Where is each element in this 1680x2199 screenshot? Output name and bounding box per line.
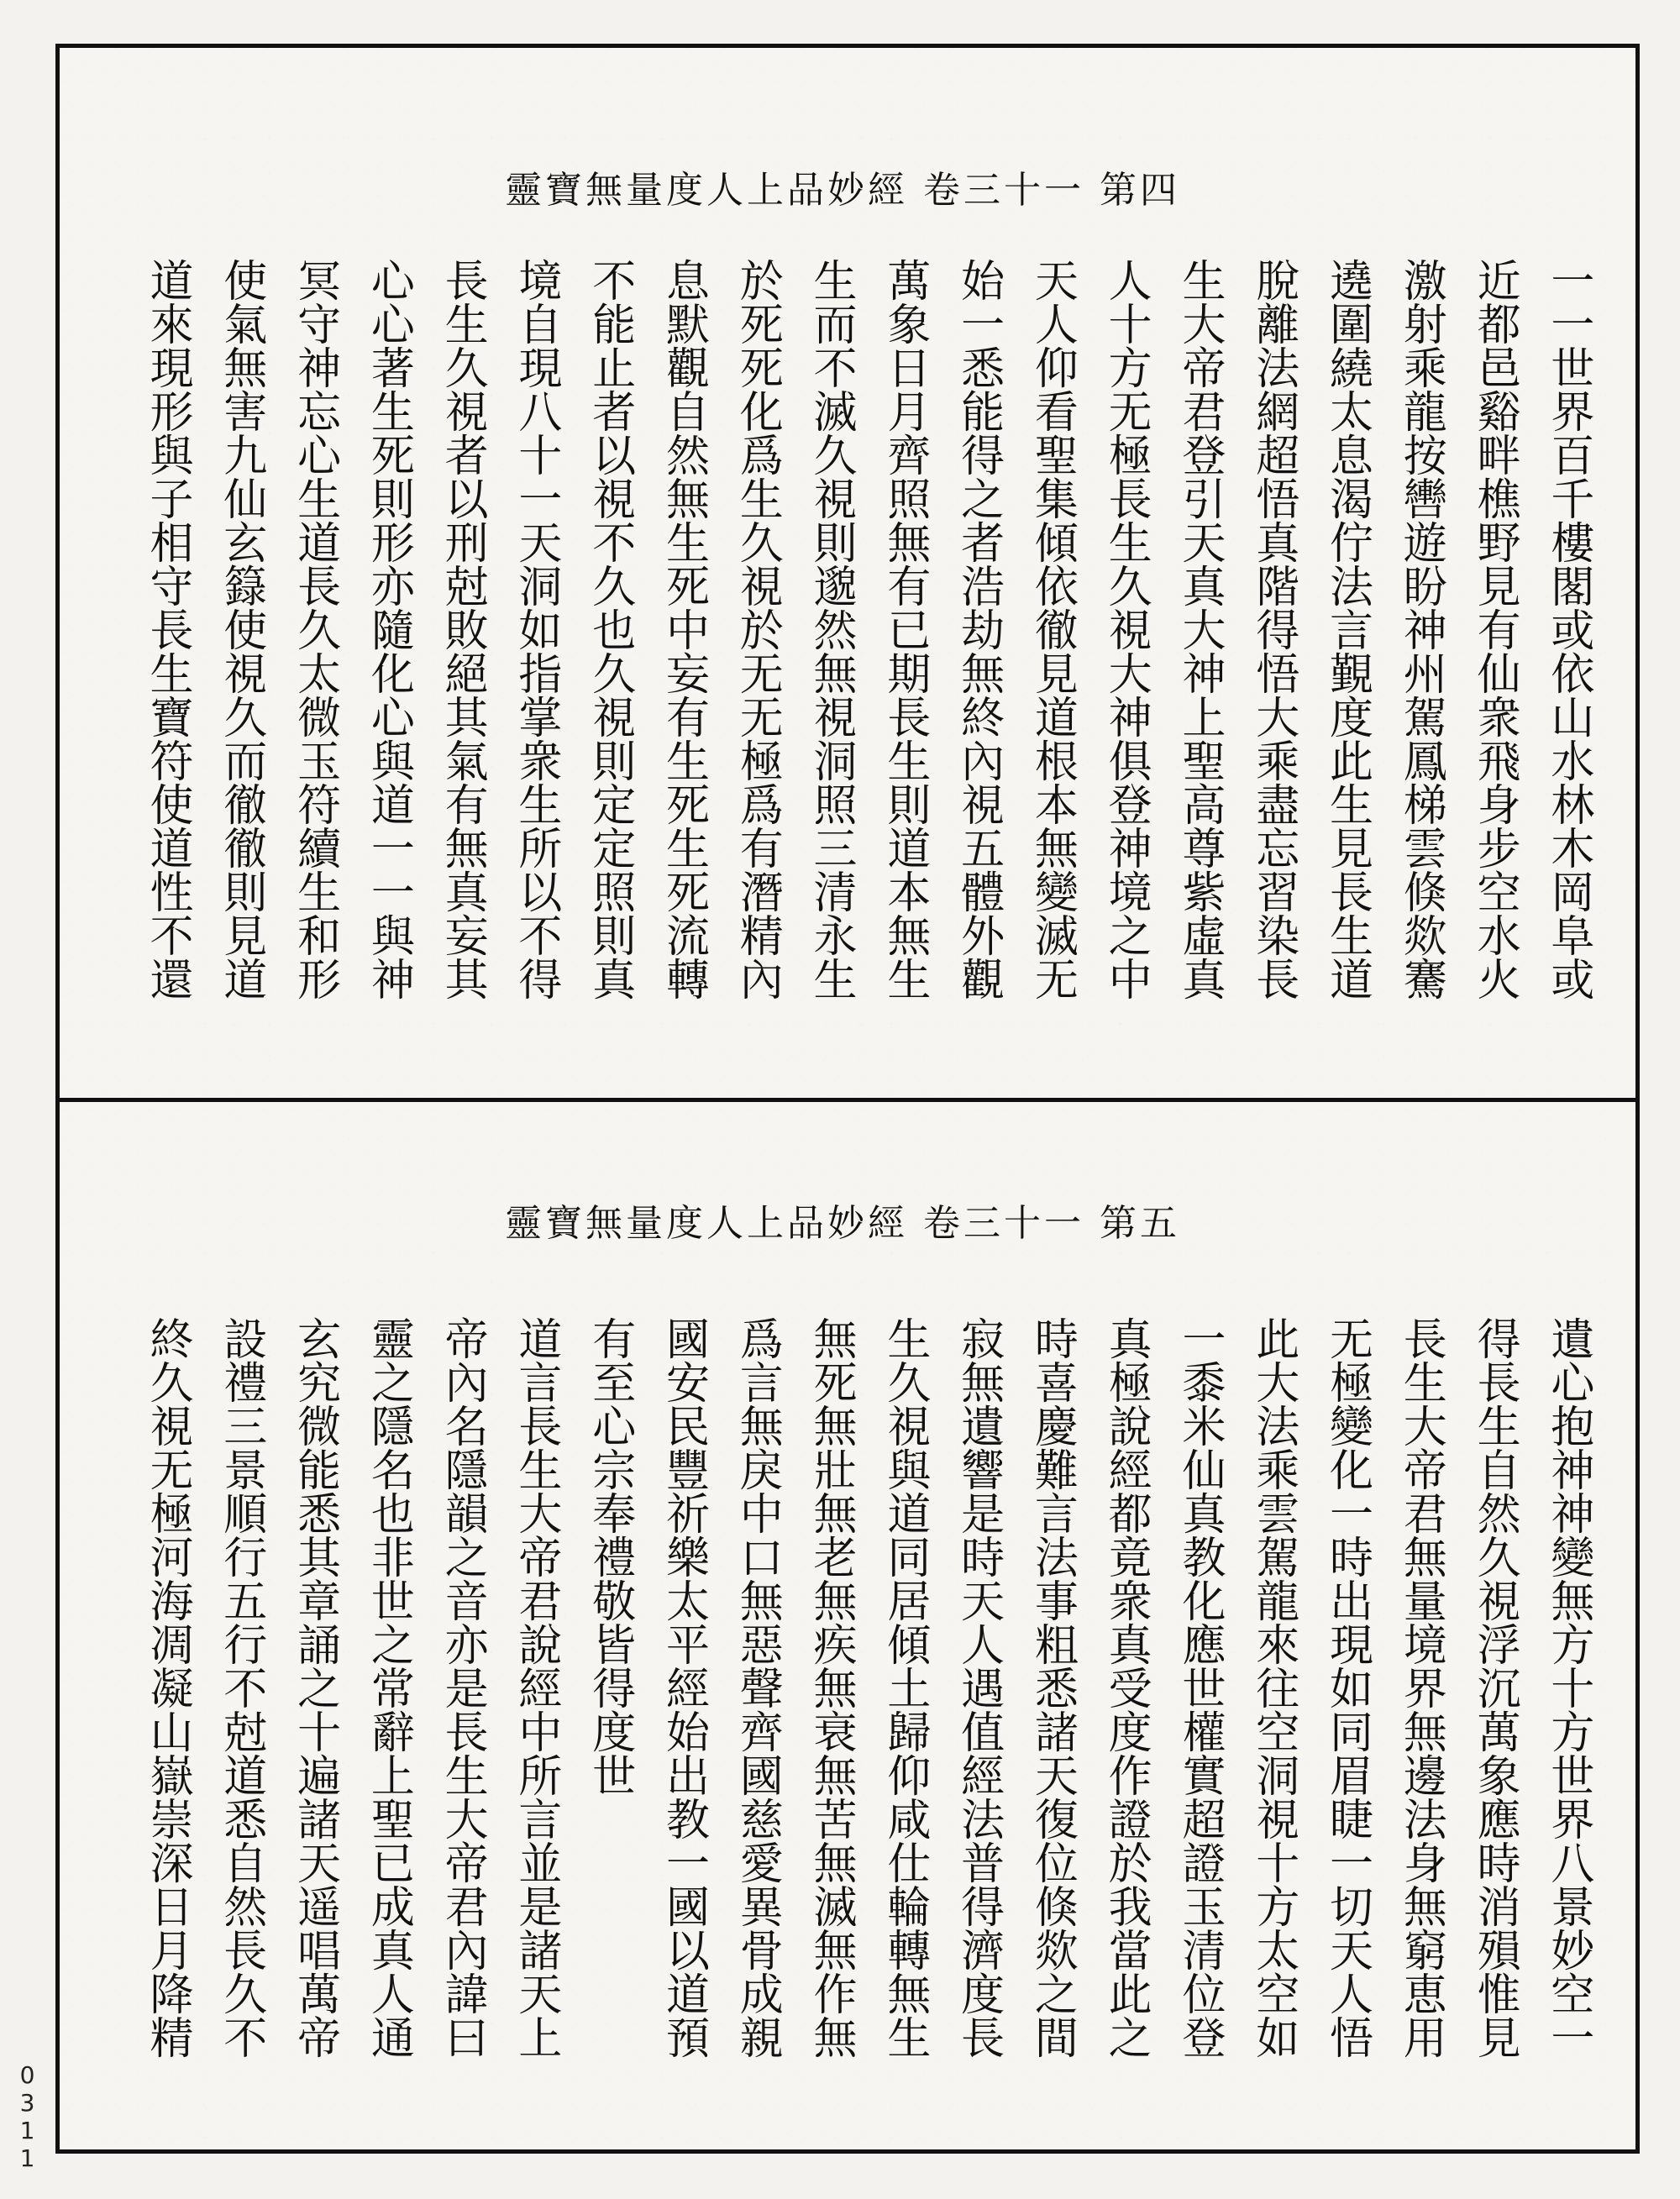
- bottom-text-column: 長生大帝君無量境界無邊法身無窮恵用: [1395, 1316, 1446, 2059]
- top-text-column: 激射乘龍按轡遊盼神州駕鳳梯雲倏欻騫: [1395, 258, 1446, 1000]
- bottom-text-column: 終久視无極河海凋凝山嶽崇深日月降精: [142, 1316, 192, 2059]
- bottom-text-column: 一黍米仙真教化應世權實超證玉清位登: [1173, 1316, 1225, 2059]
- top-text-panel: [60, 48, 1635, 1102]
- bottom-text-column: 有至心宗奉禮敬皆得度世: [584, 1316, 635, 1797]
- bottom-vertical-text-block: [134, 1316, 1595, 2097]
- bottom-text-column: 無死無壯無老無疾無衰無苦無滅無作無: [806, 1316, 857, 2059]
- top-text-column: 使氣無害九仙玄籙使視久而徹徹則見道: [215, 258, 266, 1000]
- bottom-text-column: 寂無遺響是時天人遇值經法普得濟度長: [953, 1316, 1004, 2059]
- bottom-text-column: 道言長生大帝君說經中所言並是諸天上: [510, 1316, 561, 2059]
- bottom-text-column: 玄究微能悉其章誦之十遍諸天遥唱萬帝: [289, 1316, 340, 2059]
- top-text-column: 脫離法網超悟真階得悟大乘盡忘習染長: [1247, 258, 1299, 1000]
- bottom-text-column: 此大法乘雲駕龍來往空洞視十方太空如: [1247, 1316, 1299, 2059]
- top-text-column: 天人仰看聖集傾依徹見道根本無變滅无: [1026, 258, 1078, 1000]
- top-text-column: 息默觀自然無生死中妄有生死生死流轉: [658, 258, 709, 1000]
- side-page-number: 0311: [13, 2061, 41, 2172]
- top-text-column: 長生久視者以刑尅敗絕其氣有無真妄其: [437, 258, 488, 1000]
- sutra-page-frame: [55, 44, 1640, 2154]
- top-text-column: 心心著生死則形亦隨化心與道一一與神: [363, 258, 414, 1000]
- bottom-text-column: 爲言無戾中口無惡聲齊國慈愛異骨成親: [732, 1316, 783, 2059]
- top-text-column: 生而不滅久視則邈然無視洞照三清永生: [806, 258, 857, 1000]
- top-text-column: 始一悉能得之者浩劫無終內視五體外觀: [953, 258, 1004, 1000]
- top-text-column: 近都邑谿畔樵野見有仙衆飛身步空水火: [1469, 258, 1520, 1000]
- top-text-column: 遶圍繞太息渴佇法言覲度此生見長生道: [1321, 258, 1373, 1000]
- top-text-column: 人十方无極長生久視大神俱登神境之中: [1100, 258, 1152, 1000]
- bottom-text-column: 真極說經都竟衆真受度作證於我當此之: [1100, 1316, 1152, 2059]
- top-running-header: 靈寶無量度人上品妙經 卷三十一 第四: [505, 169, 1180, 212]
- bottom-text-column: 設禮三景順行五行不尅道悉自然長久不: [215, 1316, 266, 2059]
- top-text-column: 生大帝君登引天真大神上聖高尊紫虛真: [1173, 258, 1225, 1000]
- bottom-text-column: 靈之隱名也非世之常辭上聖已成真人通: [363, 1316, 414, 2059]
- top-text-column: 不能止者以視不久也久視則定定照則真: [584, 258, 635, 1000]
- bottom-text-column: 時喜慶難言法事粗悉諸天復位倏欻之間: [1026, 1316, 1078, 2059]
- bottom-text-column: 得長生自然久視浮沉萬象應時消殞惟見: [1469, 1316, 1520, 2059]
- bottom-text-column: 生久視與道同居傾土歸仰咸仕輪轉無生: [879, 1316, 930, 2059]
- bottom-running-header: 靈寶無量度人上品妙經 卷三十一 第五: [505, 1202, 1180, 1245]
- top-text-column: 道來現形與子相守長生寶符使道性不還: [142, 258, 192, 1000]
- top-text-column: 境自現八十一天洞如指掌衆生所以不得: [510, 258, 561, 1000]
- bottom-text-column: 无極變化一時出現如同眉睫一切天人悟: [1321, 1316, 1373, 2059]
- bottom-text-column: 遺心抱神神變無方十方世界八景妙空一: [1542, 1316, 1593, 2059]
- top-text-column: 冥守神忘心生道長久太微玉符續生和形: [289, 258, 340, 1000]
- top-text-column: 一一世界百千樓閣或依山水林木岡阜或: [1542, 258, 1593, 1000]
- bottom-text-panel: [60, 1102, 1635, 2149]
- bottom-text-column: 帝內名隱韻之音亦是長生大帝君內諱曰: [437, 1316, 488, 2059]
- top-text-column: 萬象日月齊照無有已期長生則道本無生: [879, 258, 930, 1000]
- top-text-column: 於死死化爲生久視於无无極爲有潛精內: [732, 258, 783, 1000]
- bottom-text-column: 國安民豐祈樂太平經始出教一國以道預: [658, 1316, 709, 2059]
- top-vertical-text-block: [134, 258, 1595, 1047]
